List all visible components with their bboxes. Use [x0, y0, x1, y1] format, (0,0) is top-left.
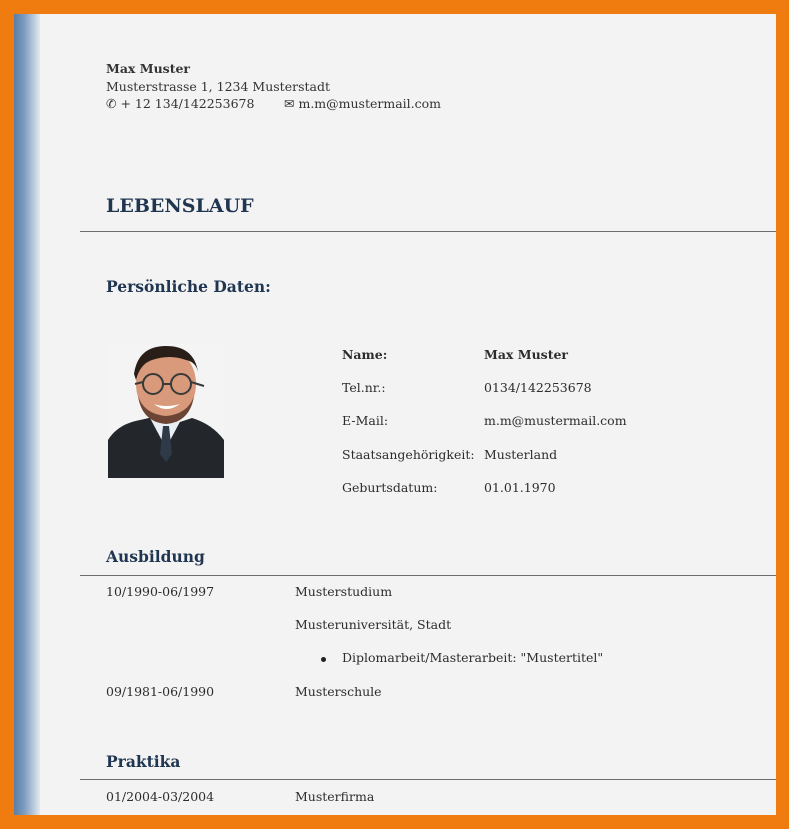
education-heading: Ausbildung — [106, 547, 205, 566]
personal-value: Musterland — [484, 447, 558, 462]
personal-value: 01.01.1970 — [484, 480, 556, 495]
education-period: 09/1981-06/1990 — [106, 684, 215, 699]
education-period: 10/1990-06/1997 — [106, 584, 215, 599]
cv-title: LEBENSLAUF — [106, 195, 254, 217]
education-rule — [80, 575, 776, 576]
internship-company: Musterfirma — [295, 789, 375, 804]
header-phone-number: + 12 134/142253678 — [120, 96, 255, 111]
personal-label: Name: — [342, 347, 388, 362]
bullet-dot — [321, 657, 326, 662]
personal-label: Staatsangehörigkeit: — [342, 447, 475, 462]
personal-label: Tel.nr.: — [342, 380, 386, 395]
header-email-address: m.m@mustermail.com — [298, 96, 442, 111]
education-bullet-text: Diplomarbeit/Masterarbeit: "Mustertitel" — [342, 650, 604, 665]
education-line: Musteruniversität, Stadt — [295, 617, 452, 632]
personal-value: Max Muster — [484, 347, 569, 362]
profile-photo — [108, 344, 224, 478]
education-line: Musterschule — [295, 684, 382, 699]
header-name: Max Muster — [106, 61, 191, 76]
left-accent-bar — [14, 14, 40, 815]
internship-period: 01/2004-03/2004 — [106, 789, 215, 804]
header-email — [284, 96, 441, 111]
personal-heading: Persönliche Daten: — [106, 277, 271, 296]
personal-label: E-Mail: — [342, 413, 389, 428]
education-line: Musterstudium — [295, 584, 393, 599]
envelope-icon: ✉ — [284, 96, 295, 111]
personal-value: 0134/142253678 — [484, 380, 592, 395]
header-phone — [106, 96, 254, 111]
portrait-illustration — [108, 344, 224, 478]
personal-value: m.m@mustermail.com — [484, 413, 627, 428]
header-address: Musterstrasse 1, 1234 Musterstadt — [106, 79, 330, 94]
internships-heading: Praktika — [106, 752, 181, 771]
phone-icon: ✆ — [106, 96, 117, 111]
title-rule — [80, 231, 776, 232]
cv-page — [14, 14, 776, 815]
internships-rule — [80, 779, 776, 780]
personal-label: Geburtsdatum: — [342, 480, 438, 495]
